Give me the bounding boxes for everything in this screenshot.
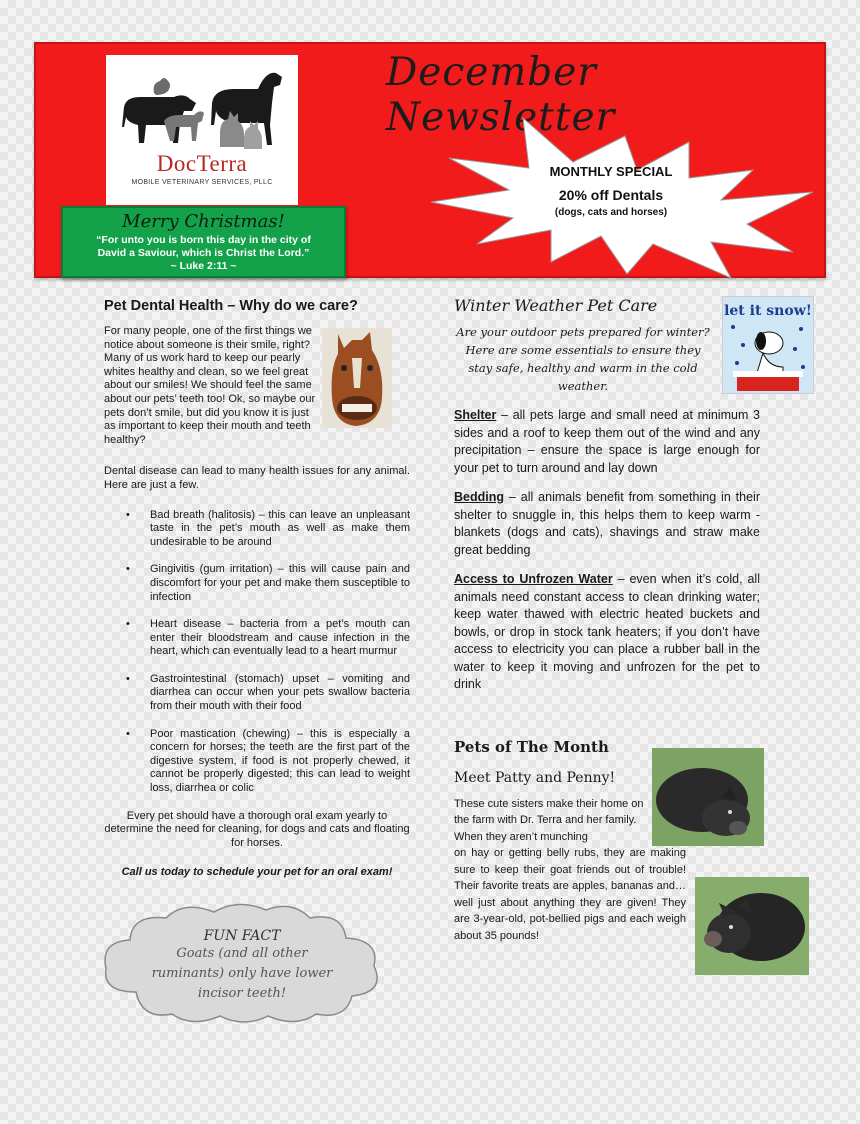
pig-patty-image (652, 748, 764, 846)
pets-heading: Pets of The Month (454, 737, 609, 756)
shelter-paragraph (454, 407, 760, 477)
snoopy-icon (723, 297, 813, 393)
list-item: • Poor mastication (chewing) – this is especially a concern for horses; the teeth are the first part of the digestive system, if food is not properly chewed, it cannot be properly digested; this can lead to weight loss, diarrhea or colic (104, 728, 410, 796)
fun-fact (148, 928, 336, 1004)
water-label: Access to Unfrozen Water (454, 572, 613, 586)
dental-intro: For many people, one of the first things we notice about someone is their smile, right? Many of us work hard to keep our pearly whites healthy and clean, so we feel great about our smiles! We should feel the same about our pets’ teeth too! Ok, so maybe our pets don’t smile, but did you know it is just as important to keep their mouth and teeth healthy? (104, 325, 316, 446)
dental-disease-text: Dental disease can lead to many health issues for any animal. Here are just a few. (104, 465, 410, 491)
bedding-paragraph (454, 489, 760, 559)
call-to-action: Call us today to schedule your pet for an oral exam! (121, 866, 393, 879)
water-paragraph (454, 571, 760, 694)
special-offer: 20% off Dentals (558, 187, 664, 203)
pig-penny-image (695, 877, 809, 975)
list-item: • Bad breath (halitosis) – this can leave an unpleasant taste in the pet’s mouth as well as make them undesirable to be around (104, 509, 410, 550)
pets-subheading: Meet Patty and Penny! (454, 769, 616, 786)
let-it-snow-image (722, 296, 814, 394)
monthly-special (506, 164, 716, 218)
bedding-text: – all animals benefit from something in their shelter to snuggle in, this helps them to keep warm - blankets (dogs and cats), shavings and straw make great bedding (454, 490, 760, 557)
horse-smile-image (322, 328, 392, 428)
special-detail: (dogs, cats and horses) (554, 207, 668, 218)
docterra-logo (106, 55, 298, 205)
newsletter-header (34, 42, 826, 278)
winter-heading: Winter Weather Pet Care (454, 296, 658, 315)
winter-care-section (454, 296, 760, 944)
winter-question: Are your outdoor pets prepared for winter? Here are some essentials to ensure they stay safe, healthy and warm in the cold weather. (456, 325, 710, 393)
verse-line-2: David a Saviour, which is Christ the Lord.” (97, 247, 310, 259)
verse-line-1: “For unto you is born this day in the city of (96, 234, 311, 246)
list-item: • Heart disease – bacteria from a pet’s mouth can enter their bloodstream and cause infection in the heart, which can eventually lead to a heart murmur (104, 618, 410, 659)
dental-health-section (104, 298, 410, 878)
bedding-label: Bedding (454, 490, 504, 504)
dental-heading: Pet Dental Health – Why do we care? (104, 298, 358, 314)
oral-exam-text: Every pet should have a thorough oral exam yearly to determine the need for cleaning, for dogs and cats and floating for horses. (104, 809, 410, 849)
pets-text-a: These cute sisters make their home on the farm with Dr. Terra and her family. When they aren’t munching (454, 797, 644, 843)
fun-fact-body: Goats (and all other ruminants) only have lower incisor teeth! (151, 946, 333, 1001)
christmas-verse (63, 234, 344, 273)
snow-badge-text: let it snow! (724, 303, 812, 319)
pets-text-b: on hay or getting belly rubs, they are making sure to keep their goat friends out of trouble! Their favorite treats are apples, bananas and…well just about anything they are given! They are 3-year-old, pot-bellied pigs and each weigh about 35 pounds! (454, 847, 686, 942)
list-item: • Gastrointestinal (stomach) upset – vomiting and diarrhea can occur when your pets swallow bacteria from their mouth with their food (104, 673, 410, 714)
fun-fact-title: FUN FACT (203, 928, 281, 944)
dental-issues-list (104, 509, 410, 796)
special-heading: MONTHLY SPECIAL (549, 164, 673, 179)
christmas-banner (61, 206, 346, 278)
water-text: – even when it’s cold, all animals need constant access to clean drinking water; keep water thawed with electric heated buckets and bowls, or drop in stock tank heaters; if you don’t have access to electricity you can place a rubber ball in the water to keep it moving and unfrozen for the pet to drink (454, 572, 760, 691)
list-item: • Gingivitis (gum irritation) – this will cause pain and discomfort for your pet and make them susceptible to infection (104, 563, 410, 604)
logo-subtitle: MOBILE VETERINARY SERVICES, PLLC (131, 179, 273, 186)
shelter-label: Shelter (454, 408, 497, 422)
logo-name: DocTerra (156, 151, 248, 176)
farm-animals-icon (116, 63, 288, 155)
newsletter-title: December Newsletter (386, 50, 616, 140)
shelter-text: – all pets large and small need at minimum 3 sides and a roof to keep them out of the wind and any precipitation – ensure the space is large enough for your pet to turn around and lay down (454, 408, 760, 475)
verse-reference: ~ Luke 2:11 ~ (170, 260, 237, 272)
christmas-greeting: Merry Christmas! (122, 211, 285, 232)
